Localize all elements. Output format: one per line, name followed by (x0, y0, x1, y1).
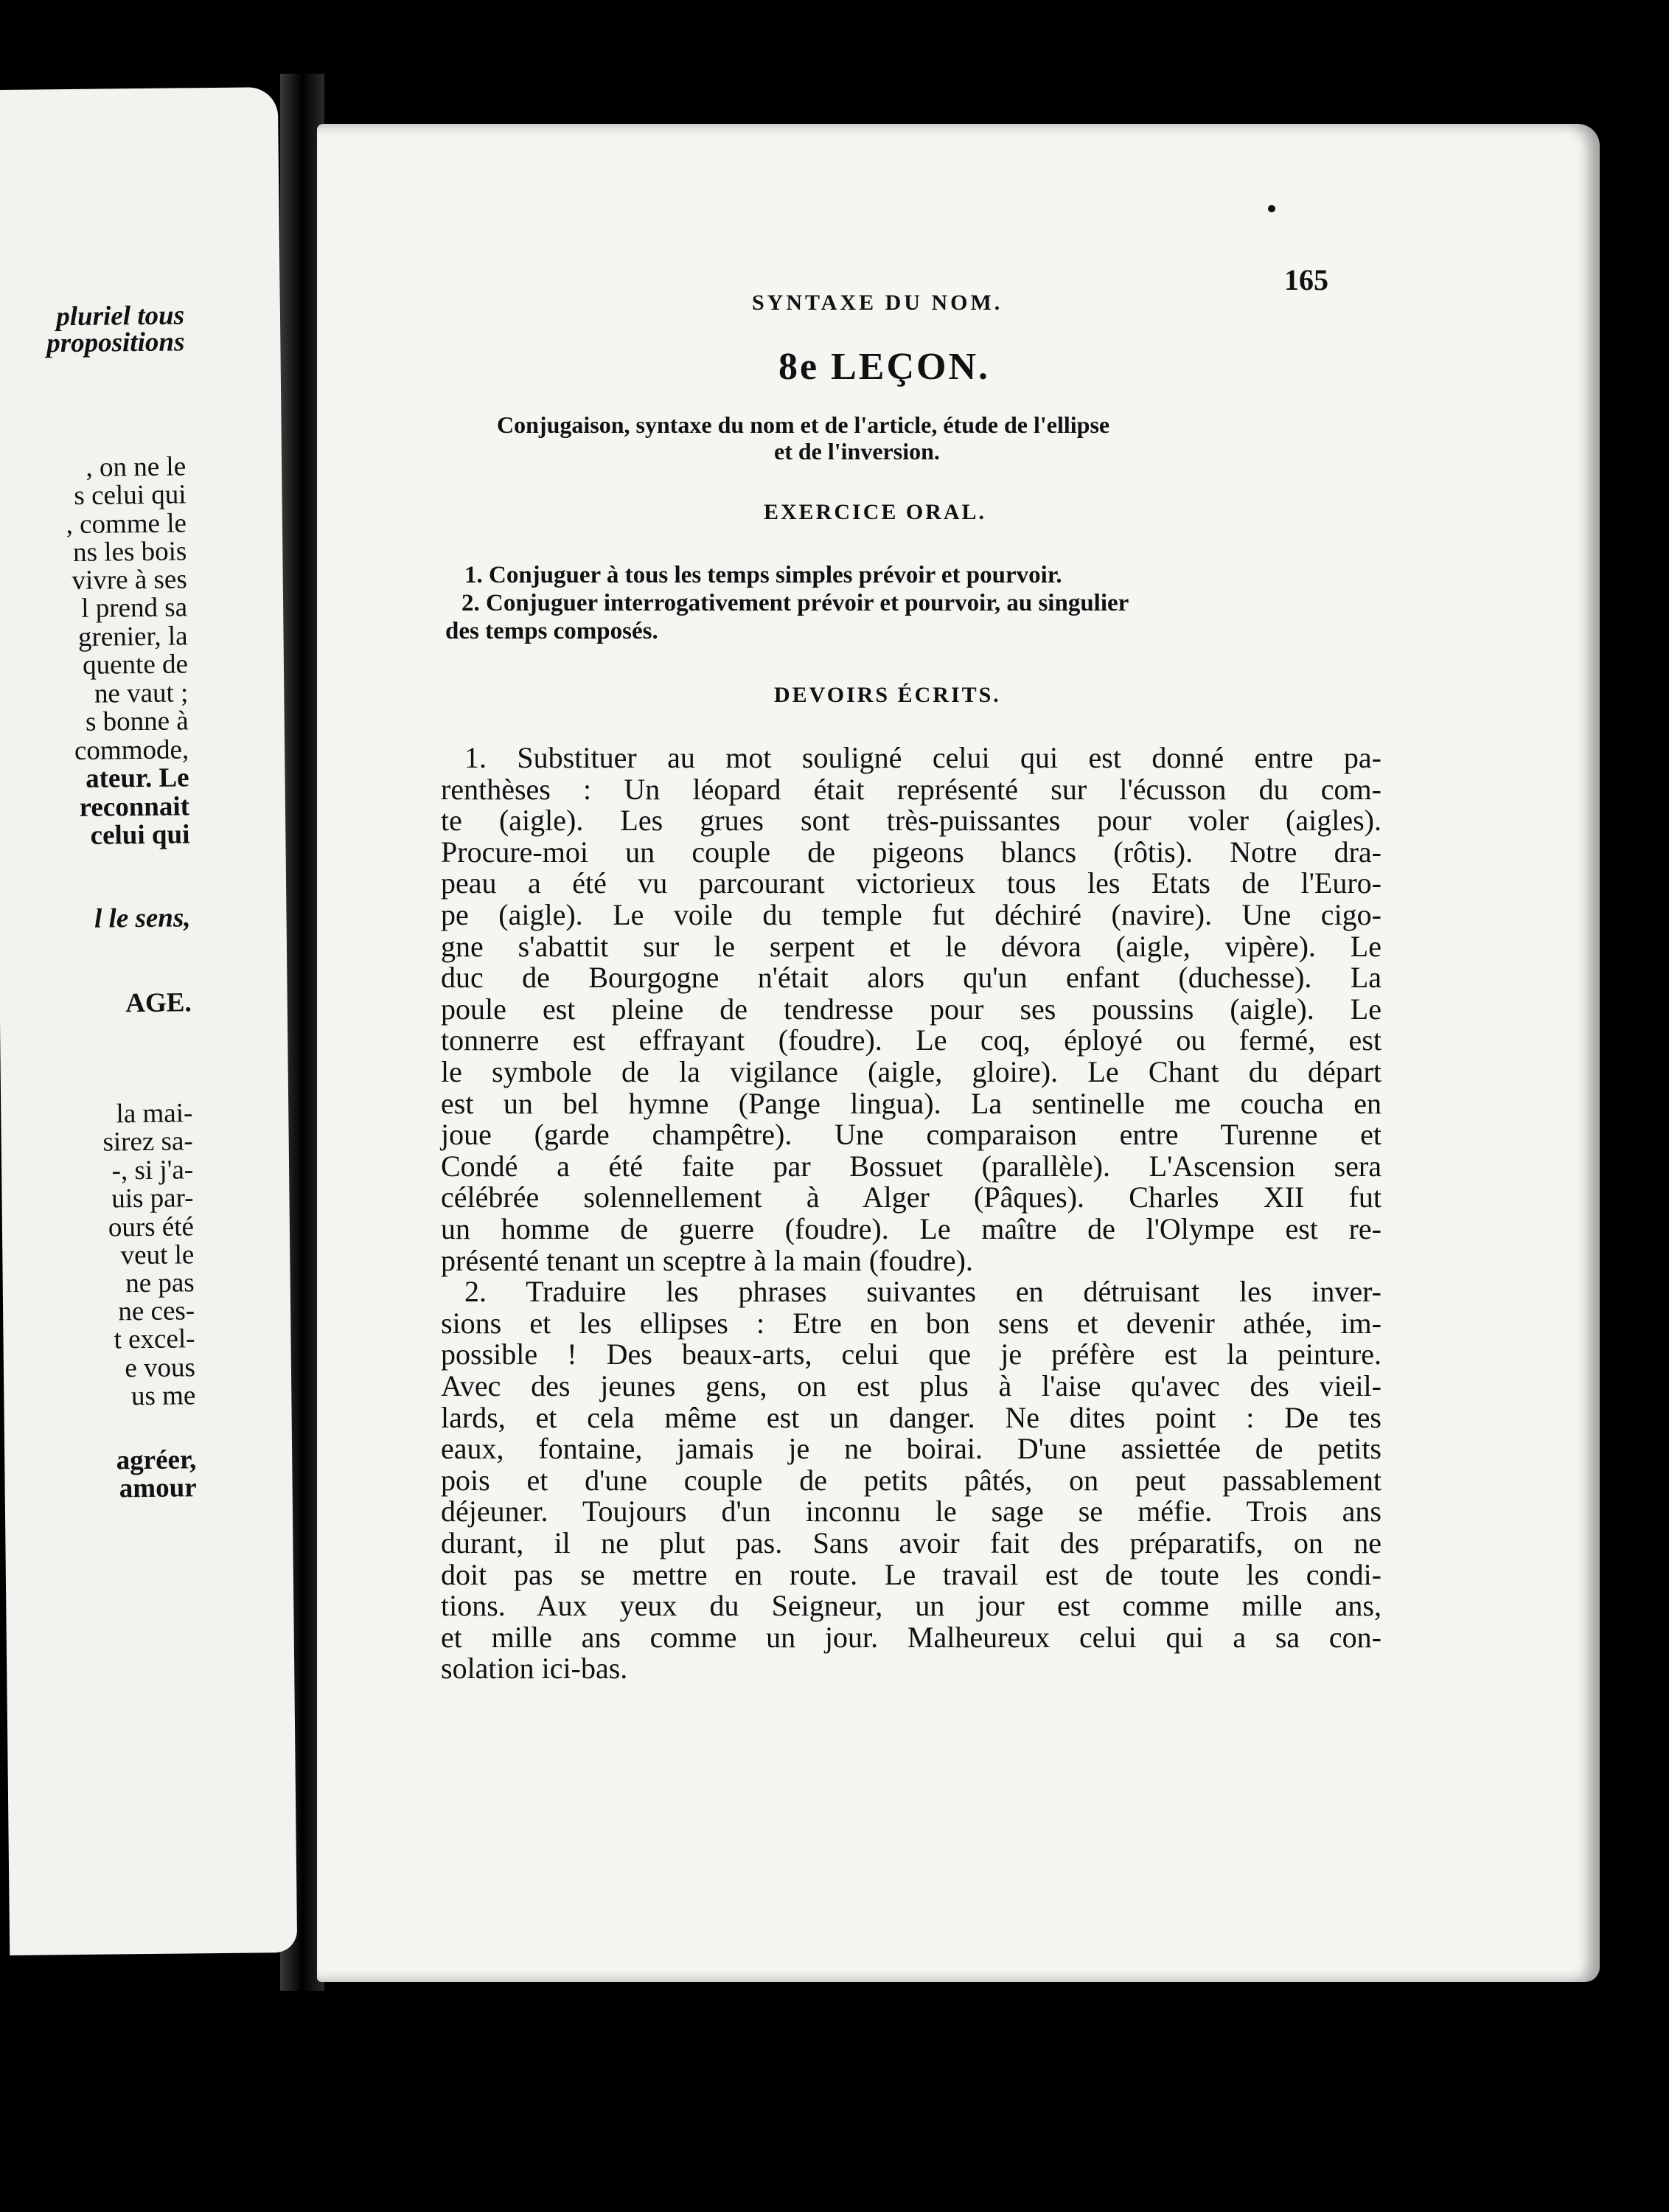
body-text-line: gne s'abattit sur le serpent et le dévora (aigle, vipère). Le (441, 930, 1381, 963)
left-page-line: ne ces- (118, 1295, 195, 1327)
body-text-line: tions. Aux yeux du Seigneur, un jour est comme mille ans, (441, 1589, 1381, 1622)
left-page-line: -, si j'a- (111, 1155, 194, 1186)
left-page-line: reconnait (79, 791, 190, 823)
body-text-line: sions et les ellipses : Etre en bon sens et devenir athée, im- (441, 1307, 1381, 1340)
body-text-line: peau a été vu parcourant victorieux tous les Etats de l'Euro- (441, 866, 1381, 900)
left-page-line: veut le (120, 1239, 195, 1271)
body-text-line: le symbole de la vigilance (aigle, gloire). Le Chant du départ (441, 1055, 1381, 1088)
body-text-line: 1. Substituer au mot souligné celui qui est donné entre pa- (464, 741, 1381, 774)
body-text-line: un homme de guerre (foudre). Le maître de l'Olympe est re- (441, 1212, 1381, 1245)
body-text-line: Avec des jeunes gens, on est plus à l'aise qu'avec des vieil- (441, 1369, 1381, 1402)
body-text-line: renthèses : Un léopard était représenté sur l'écusson du com- (441, 773, 1381, 806)
body-text-line: Procure-moi un couple de pigeons blancs (rôtis). Notre dra- (441, 835, 1381, 869)
left-page-line: s celui qui (74, 479, 187, 511)
left-page-line: t excel- (114, 1324, 195, 1355)
left-page-line: l prend sa (81, 592, 188, 624)
left-page-line: ateur. Le (85, 762, 189, 794)
lesson-title: 8e LEÇON. (778, 346, 990, 388)
left-page-line: us me (130, 1380, 196, 1412)
body-text-line: solation ici-bas. (441, 1652, 628, 1685)
left-page-line: vivre à ses (72, 564, 187, 596)
left-page-line: pluriel tous (56, 300, 185, 333)
left-page-line: quente de (82, 649, 189, 681)
body-text-line: durant, il ne plut pas. Sans avoir fait des préparatifs, on ne (441, 1526, 1381, 1559)
body-text-line: déjeuner. Toujours d'un inconnu le sage se méfie. Trois ans (441, 1495, 1381, 1528)
ink-speck (1268, 205, 1275, 212)
right-page (317, 124, 1600, 1982)
left-page-line: la mai- (116, 1098, 193, 1130)
left-page-line: agréer, (116, 1444, 197, 1476)
left-page-line: ns les bois (72, 536, 187, 568)
oral-item-1: 1. Conjuguer à tous les temps simples prévoir et pourvoir. (464, 562, 1062, 588)
body-text-line: Condé a été faite par Bossuet (parallèle). L'Ascension sera (441, 1150, 1381, 1183)
page-number: 165 (1284, 263, 1328, 296)
left-page-line: celui qui (90, 819, 190, 851)
lesson-subtitle-line-2: et de l'inversion. (774, 438, 940, 465)
body-text-line: pe (aigle). Le voile du temple fut déchiré (navire). Une cigo- (441, 898, 1381, 931)
body-text-line: et mille ans comme un jour. Malheureux celui qui a sa con- (441, 1621, 1381, 1654)
body-text-line: pois et d'une couple de petits pâtés, on peut passablement (441, 1464, 1381, 1497)
left-page-line: , comme le (66, 508, 187, 540)
body-text-line: possible ! Des beaux-arts, celui que je préfère est la peinture. (441, 1338, 1381, 1371)
oral-item-2-continued: des temps composés. (445, 618, 658, 644)
running-head: SYNTAXE DU NOM. (752, 291, 1003, 315)
written-exercises-heading: DEVOIRS ÉCRITS. (774, 683, 1001, 707)
lesson-subtitle-line-1: Conjugaison, syntaxe du nom et de l'article, étude de l'ellipse (497, 411, 1110, 438)
body-text-line: célébrée solennellement à Alger (Pâques). Charles XII fut (441, 1180, 1381, 1214)
body-text-line: duc de Bourgogne n'était alors qu'un enfant (duchesse). La (441, 961, 1381, 994)
oral-exercise-heading: EXERCICE ORAL. (764, 500, 987, 524)
left-page-line: ne pas (125, 1267, 195, 1299)
oral-item-2: 2. Conjuguer interrogativement prévoir et pourvoir, au singulier (461, 590, 1129, 616)
left-page-line: sirez sa- (102, 1126, 193, 1158)
left-page-line: amour (119, 1472, 197, 1504)
left-page-text (0, 87, 278, 1504)
body-text-line: lards, et cela même est un danger. Ne dites point : De tes (441, 1401, 1381, 1434)
body-text-line: poule est pleine de tendresse pour ses poussins (aigle). Le (441, 992, 1381, 1026)
body-text-line: 2. Traduire les phrases suivantes en détruisant les inver- (464, 1275, 1381, 1308)
body-text-line: eaux, fontaine, jamais je ne boirai. D'une assiettée de petits (441, 1432, 1381, 1465)
left-page-line: AGE. (125, 987, 192, 1019)
left-page-line: commode, (74, 734, 189, 766)
body-text-line: tonnerre est effrayant (foudre). Le coq, éployé ou fermé, est (441, 1023, 1381, 1057)
left-page (0, 87, 297, 1955)
left-page-line: uis par- (111, 1183, 194, 1214)
body-text-line: présenté tenant un sceptre à la main (foudre). (441, 1244, 973, 1277)
body-text-line: est un bel hymne (Pange lingua). La sentinelle me coucha en (441, 1087, 1381, 1120)
left-page-line: e vous (125, 1352, 196, 1384)
body-text-line: doit pas se mettre en route. Le travail est de toute les condi- (441, 1558, 1381, 1591)
left-page-line: s bonne à (85, 706, 189, 737)
left-page-line: , on ne le (86, 451, 187, 483)
left-page-line: ne vaut ; (94, 678, 189, 709)
body-text-line: te (aigle). Les grues sont très-puissantes pour voler (aigles). (441, 804, 1381, 837)
left-page-line: ours été (108, 1211, 195, 1243)
left-page-line: propositions (46, 327, 185, 359)
left-page-line: grenier, la (77, 621, 188, 653)
left-page-line: l le sens, (94, 902, 191, 934)
body-text-line: joue (garde champêtre). Une comparaison entre Turenne et (441, 1118, 1381, 1151)
